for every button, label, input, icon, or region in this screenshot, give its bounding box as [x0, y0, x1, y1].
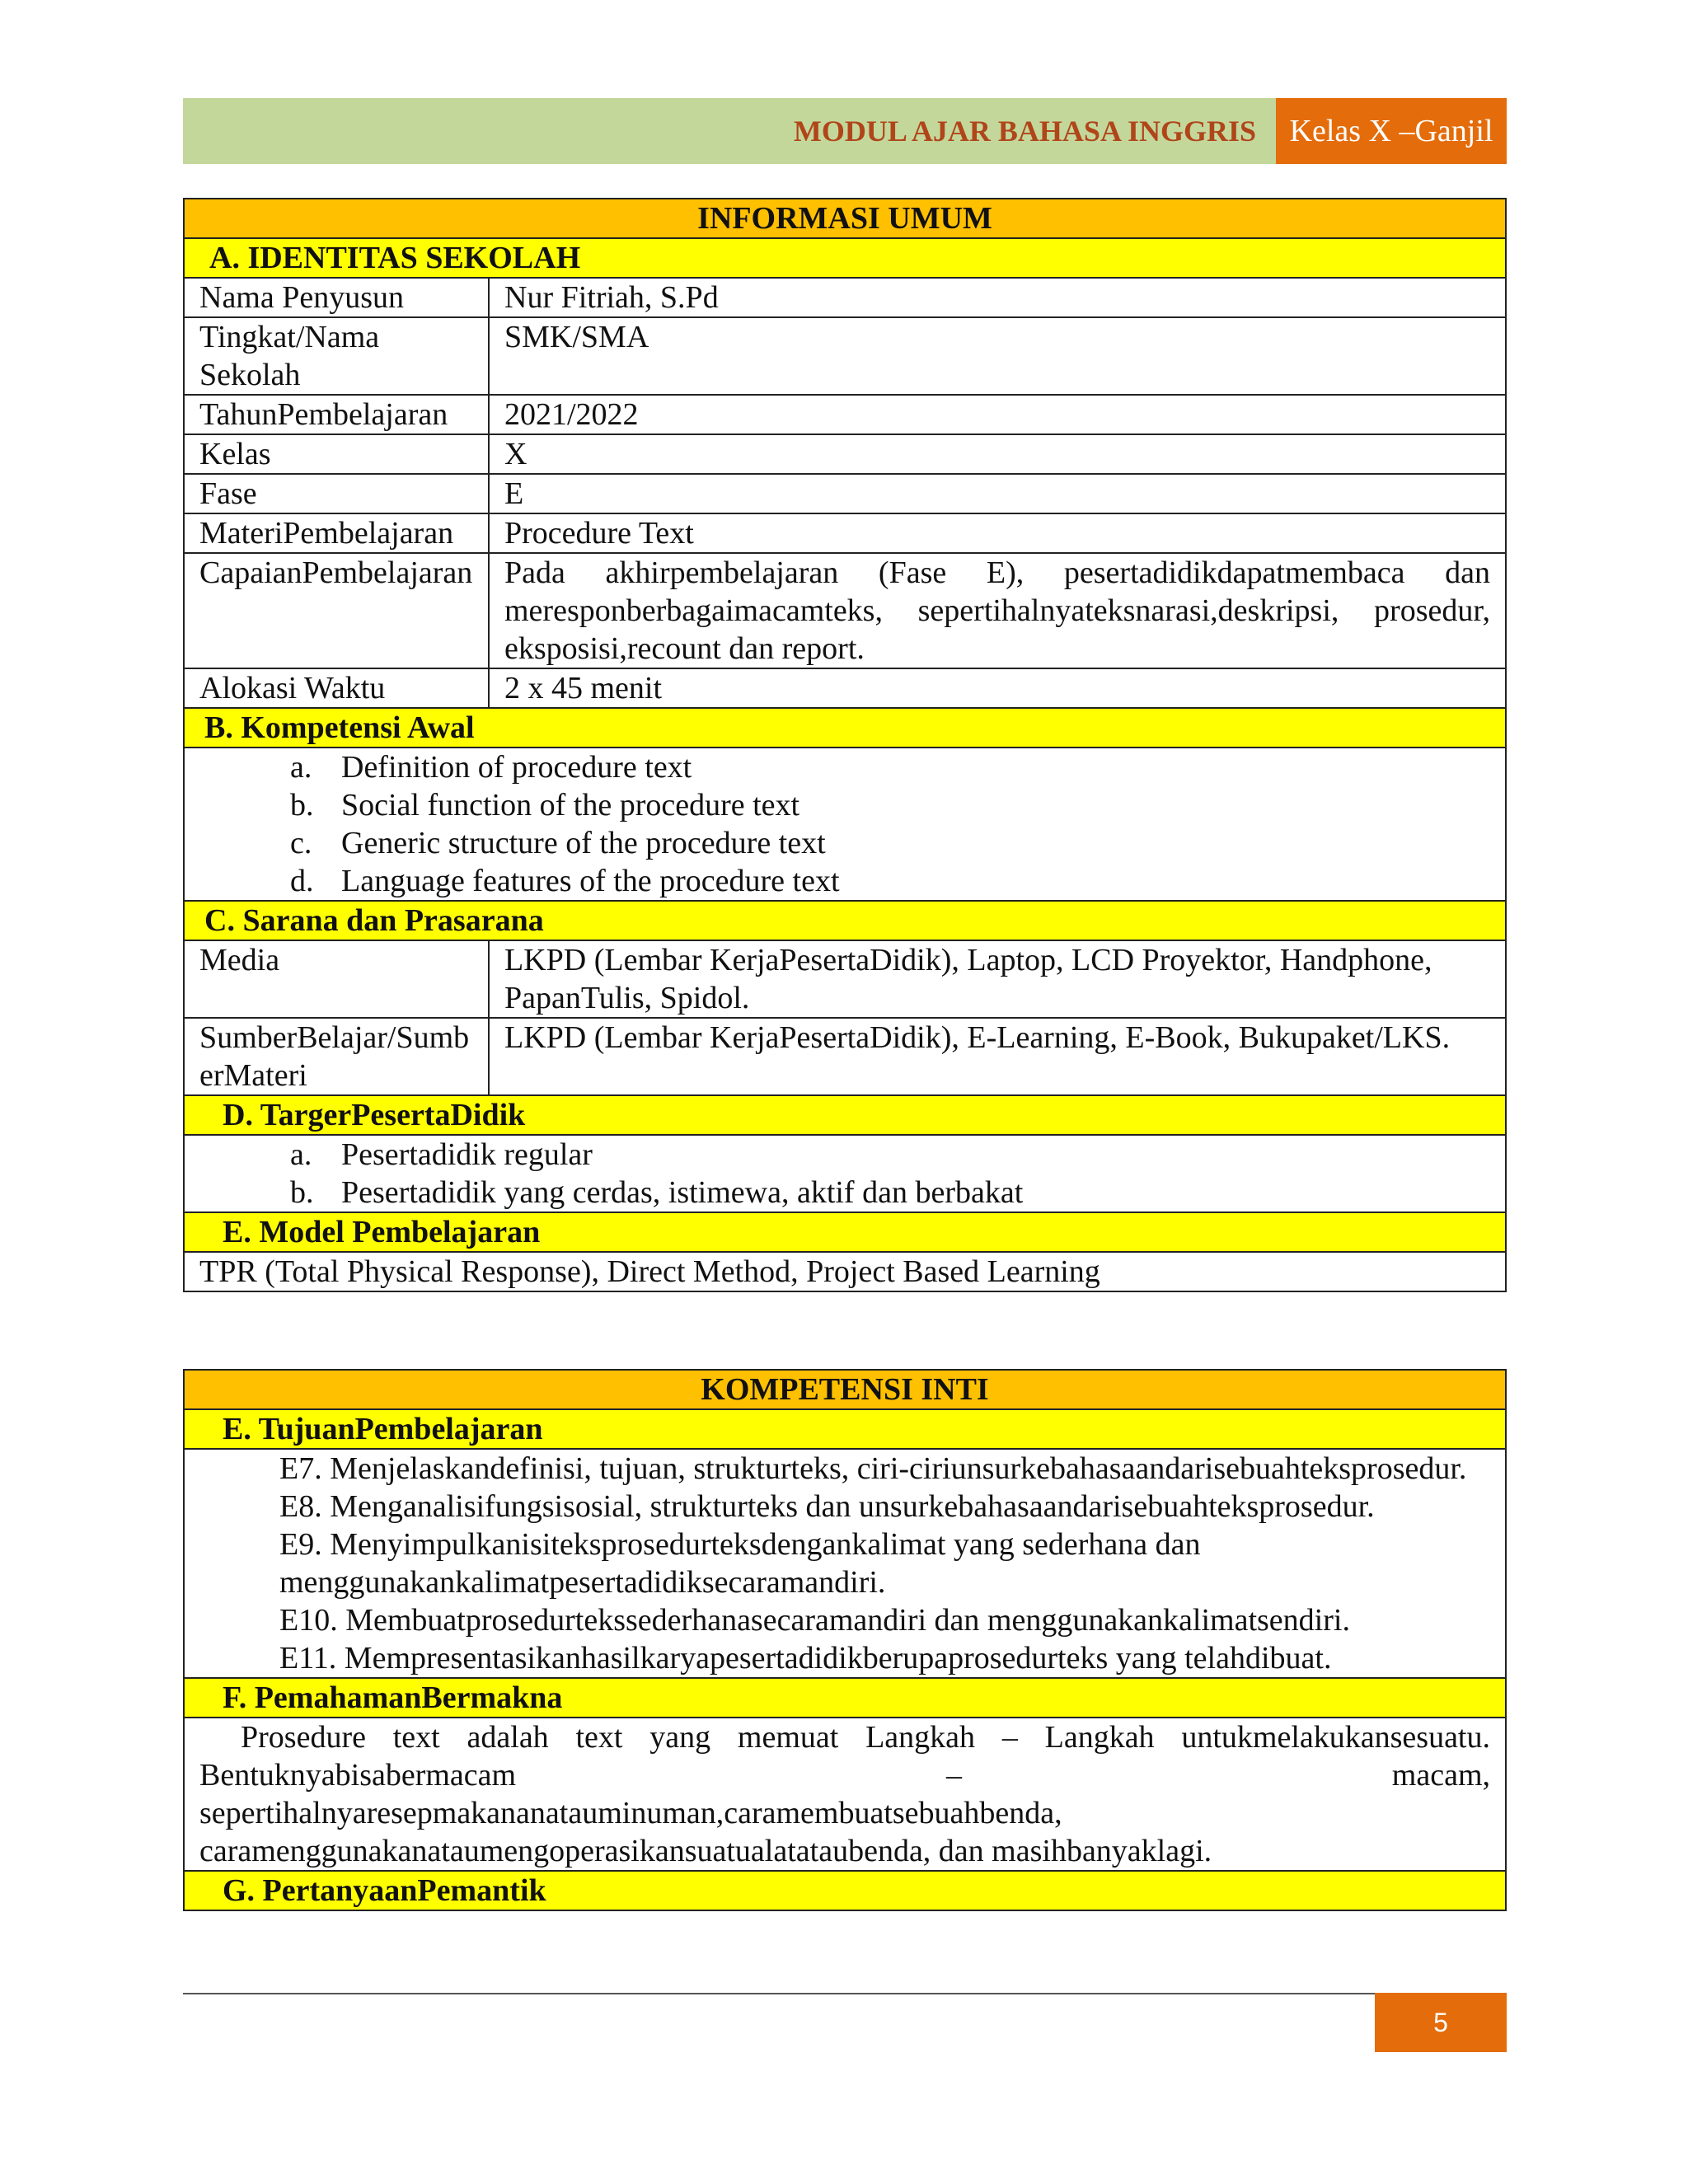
list-text: Language features of the procedure text — [341, 864, 840, 898]
list-item: E8. Menganalisifungsisosial, strukturteks dan unsurkebahasaandarisebuahteksprosedur. — [279, 1489, 1375, 1524]
tujuan-cell — [184, 1449, 1506, 1678]
table-row — [184, 474, 1506, 513]
informasi-umum-table — [183, 198, 1507, 1292]
table-row — [184, 395, 1506, 434]
list-text: Social function of the procedure text — [341, 788, 800, 823]
list-item — [290, 1136, 1490, 1174]
pemahaman-text: macam, — [1391, 1758, 1490, 1793]
row-value: X — [489, 434, 1506, 474]
row-value: E — [489, 474, 1506, 513]
row-label: Tingkat/Nama Sekolah — [184, 317, 489, 395]
kompetensi-awal-heading: B. Kompetensi Awal — [184, 708, 1506, 748]
target-heading: D. TargerPesertaDidik — [184, 1095, 1506, 1135]
list-marker: a. — [290, 1137, 312, 1172]
pemahaman-line — [199, 1756, 1490, 1794]
row-value: 2 x 45 menit — [489, 668, 1506, 708]
table-row — [184, 1018, 1506, 1095]
footer-divider — [183, 1993, 1507, 1994]
table-row — [184, 434, 1506, 474]
module-title: MODUL AJAR BAHASA INGGRIS — [793, 115, 1256, 148]
kompetensi-awal-list — [199, 748, 1490, 900]
list-item — [290, 748, 1490, 786]
model-text: TPR (Total Physical Response), Direct Method, Project Based Learning — [184, 1252, 1506, 1291]
pertanyaan-heading: G. PertanyaanPemantik — [184, 1871, 1506, 1910]
pemahaman-heading: F. PemahamanBermakna — [184, 1678, 1506, 1718]
list-marker: d. — [290, 864, 314, 898]
sarana-heading: C. Sarana dan Prasarana — [184, 901, 1506, 940]
row-label: Media — [184, 940, 489, 1018]
kompetensi-inti-table — [183, 1369, 1507, 1911]
pemahaman-cell — [184, 1718, 1506, 1871]
row-value: Pada akhirpembelajaran (Fase E), pesertadidikdapatmembaca dan meresponberbagaimacamteks, sepertihalnyateksnarasi,deskripsi, prosedur, eksposisi,recount dan report. — [489, 553, 1506, 668]
row-value: 2021/2022 — [489, 395, 1506, 434]
pemahaman-line: Prosedure text adalah text yang memuat Langkah – Langkah untukmelakukansesuatu. — [241, 1720, 1490, 1755]
list-item — [290, 862, 1490, 900]
list-item — [290, 786, 1490, 824]
row-label: MateriPembelajaran — [184, 513, 489, 553]
page-number: 5 — [1375, 1993, 1507, 2052]
list-text: Pesertadidik yang cerdas, istimewa, aktif dan berbakat — [341, 1175, 1024, 1210]
class-label: Kelas X –Ganjil — [1276, 98, 1507, 164]
list-marker: b. — [290, 788, 314, 823]
row-label: Kelas — [184, 434, 489, 474]
kompetensi-inti-heading: KOMPETENSI INTI — [184, 1370, 1506, 1409]
list-item: E7. Menjelaskandefinisi, tujuan, strukturteks, ciri-ciriunsurkebahasaandarisebuahteksprosedur. — [279, 1451, 1467, 1486]
row-value: Nur Fitriah, S.Pd — [489, 278, 1506, 317]
list-marker: c. — [290, 826, 312, 860]
list-item: E11. Mempresentasikanhasilkaryapesertadidikberupaprosedurteks yang telahdibuat. — [279, 1641, 1332, 1675]
model-heading: E. Model Pembelajaran — [184, 1212, 1506, 1252]
target-list — [199, 1136, 1490, 1212]
row-label: TahunPembelajaran — [184, 395, 489, 434]
row-value: LKPD (Lembar KerjaPesertaDidik), Laptop, LCD Proyektor, Handphone, PapanTulis, Spidol. — [489, 940, 1506, 1018]
row-label: Fase — [184, 474, 489, 513]
list-marker: a. — [290, 750, 312, 785]
row-label: Alokasi Waktu — [184, 668, 489, 708]
table-row — [184, 317, 1506, 395]
kompetensi-awal-cell — [184, 748, 1506, 901]
identitas-heading: A. IDENTITAS SEKOLAH — [184, 238, 1506, 278]
pemahaman-text: – — [945, 1758, 962, 1793]
row-label: CapaianPembelajaran — [184, 553, 489, 668]
row-value: SMK/SMA — [489, 317, 1506, 395]
informasi-umum-heading: INFORMASI UMUM — [184, 199, 1506, 238]
list-item — [290, 1174, 1490, 1212]
list-text: Pesertadidik regular — [341, 1137, 593, 1172]
list-text: Generic structure of the procedure text — [341, 826, 826, 860]
pemahaman-text: sepertihalnyaresepmakananatauminuman,caramembuatsebuahbenda, caramenggunakanataumengoperasikansuatualatataubenda, dan masihbanyaklagi. — [199, 1796, 1212, 1868]
list-item: E10. Membuatprosedurtekssederhanasecaramandiri dan menggunakankalimatsendiri. — [279, 1603, 1350, 1638]
page-header — [183, 98, 1507, 164]
table-row — [184, 940, 1506, 1018]
row-label: SumberBelajar/SumberMateri — [184, 1018, 489, 1095]
row-value: LKPD (Lembar KerjaPesertaDidik), E-Learning, E-Book, Bukupaket/LKS. — [489, 1018, 1506, 1095]
row-value: Procedure Text — [489, 513, 1506, 553]
target-cell — [184, 1135, 1506, 1212]
table-row — [184, 513, 1506, 553]
list-item: E9. Menyimpulkanisiteksprosedurteksdengankalimat yang sederhana dan menggunakankalimatpesertadidiksecaramandiri. — [279, 1527, 1201, 1600]
table-row — [184, 278, 1506, 317]
table-row — [184, 553, 1506, 668]
row-label: Nama Penyusun — [184, 278, 489, 317]
tujuan-heading: E. TujuanPembelajaran — [184, 1409, 1506, 1449]
list-item — [290, 824, 1490, 862]
pemahaman-text: Bentuknyabisabermacam — [199, 1758, 517, 1793]
list-marker: b. — [290, 1175, 314, 1210]
list-text: Definition of procedure text — [341, 750, 692, 785]
table-row — [184, 668, 1506, 708]
